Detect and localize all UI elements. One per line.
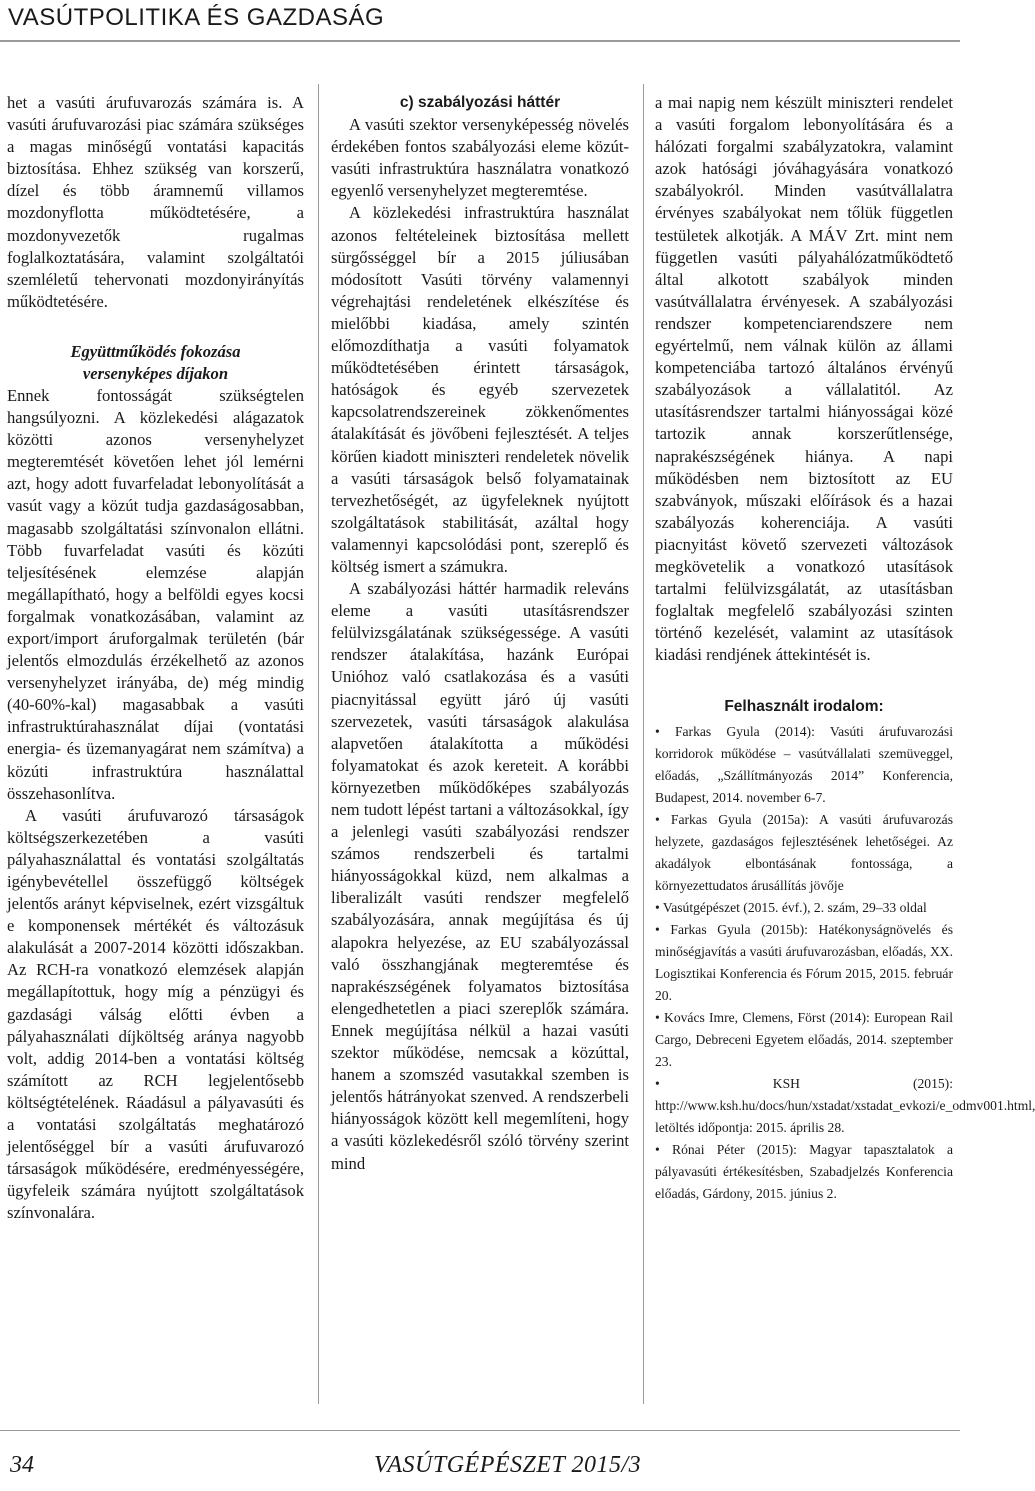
reference-item: • Kovács Imre, Clemens, Först (2014): European Rail Cargo, Debreceni Egyetem előadás, 2014. szeptember 23. <box>655 1009 953 1069</box>
page-number: 34 <box>10 1452 34 1478</box>
footer-rule <box>0 1430 960 1431</box>
references-heading: Felhasznált irodalom: <box>724 698 884 716</box>
paragraph: A közlekedési infrastruktúra használat azonos feltételeinek biztosítása mellett sürgősséggel bír a 2015 júliusában módosított Vasúti törvény valamennyi végrehajtási rendeletének elkészítése és mielőbbi kiadása, amely szintén előmozdíthatja a vasúti folyamatok működtetésében érintett társaságok, hatóságok és egyéb szervezetek kapcsolatrendszereinek zökkenőmentes átalakítását és jövőbeni fejlesztését. A teljes körűen kiadott miniszteri rendeletek növelik a vasúti társaságok belső folyamatainak tervezhetőségét, az ügyfeleknek nyújtott szolgáltatások stabilitását, azáltal hogy valamennyi kapcsolódási pont, szereplő és költség ismert a számukra. <box>331 203 629 576</box>
column-divider-1 <box>318 84 319 1404</box>
header-rule <box>0 40 960 42</box>
column-divider-2 <box>643 84 644 1404</box>
subheading <box>7 341 304 385</box>
paragraph: Ennek fontosságát szükségtelen hangsúlyozni. A közlekedési alágazatok közötti azonos versenyhelyzet megteremtését követően lehet jól lemérni azt, hogy adott fuvarfeladat lebonyolítását a vasút vagy a közút tudja gazdaságosabban, magasabb szolgáltatási színvonalon ellátni. Több fuvarfeladat vasúti és közúti teljesítésének elemzése alapján megállapítható, hogy a belföldi egyes kocsi forgalmak vonatkozásában, valamint az export/import áruforgalmak területén (bár jelentős elmozdulás érzékelhető az azonos versenyhelyzet irányába, de) még mindig (40-60%-kal) magasabbak a vasúti infrastruktúrahasználat díjai (vontatási energia- és üzemanyagárat nem számítva) a közúti infrastruktúra használattal összehasonlítva. <box>7 385 304 803</box>
section-heading: c) szabályozási háttér <box>399 94 561 111</box>
reference-item: • Vasútgépészet (2015. évf.), 2. szám, 29–33 oldal <box>655 899 927 915</box>
column-1 <box>7 92 304 1225</box>
column-3 <box>655 92 1035 1205</box>
paragraph: A szabályozási háttér harmadik releváns eleme a vasúti utasításrendszer felülvizsgálatának szükségessége. A vasúti rendszer átalakítása, hazánk Európai Unióhoz való csatlakozása és a vasúti piacnyitással együtt járó új vasúti szervezetek, vasúti társaságok alakulása alapvetően átalakította a működési folyamatokat és azok kereteit. A korábbi környezetben működőképes szabályozás nem tudott lépést tartani a változásokkal, így a jelenlegi vasúti szabályozási rendszer számos rendszerbeli és tartalmi hiányosságokkal küzd, nem alkalmas a liberalizált vasúti rendszer megfelelő szabályozására, annak megújítása és új alapokra helyezése, az EU szabályozással való összhangjának megteremtése és naprakészségének folyamatos biztosítása elengedhetetlen a piaci szereplők számára. Ennek megújítása nélkül a hazai vasúti szektor működése, nemcsak a közúttal, hanem a szomszéd vasutakkal szemben is jelentős hátrányokat szenved. A rendszerbeli hiányosságok között kell megemlíteni, hogy a vasúti közlekedésről szóló törvény szerint mind <box>331 579 629 1173</box>
subheading-line-2: versenyképes díjakon <box>82 363 229 383</box>
reference-item: • Farkas Gyula (2014): Vasúti árufuvarozási korridorok működése – vasútvállalati szemüveggel, előadás, „Szállítmányozás 2014” Konferencia, Budapest, 2014. november 6-7. <box>655 723 953 805</box>
page-header <box>0 0 960 42</box>
reference-item: • KSH (2015): http://www.ksh.hu/docs/hun/xstadat/xstadat_evkozi/e_odmv001.html, letöltés időpontja: 2015. április 28. <box>655 1075 1035 1135</box>
subheading-line-1: Együttműködés fokozása <box>70 341 241 361</box>
paragraph: A vasúti szektor versenyképesség növelés érdekében fontos szabályozási eleme közút-vasúti infrastruktúra használatra vonatkozó egyenlő versenyhelyzet megteremtése. <box>331 115 629 201</box>
paragraph: A vasúti árufuvarozó társaságok költségszerkezetében a vasúti pályahasználattal és vontatási szolgáltatás igénybevétellel összefüggő költségek jelentős arányt képviselnek, ezért vizsgáltuk e komponensek mértékét és változásuk alakulását a 2007-2014 közötti időszakban. Az RCH-ra vonatkozó elemzések alapján megállapítottuk, hogy míg a pénzügyi és gazdasági válság előtti évben a pályahasználati díjköltség aránya nagyobb volt, addig 2014-ben a vontatási költség számított az RCH legjelentősebb költségtételének. Ráadásul a pályavasúti és a vontatási szolgáltatás meghatározó jelentőséggel bír a vasúti árufuvarozó társaságok működésére, eredményességére, ügyfeleik számára nyújtott szolgáltatások színvonalára. <box>7 805 304 1223</box>
reference-item: • Rónai Péter (2015): Magyar tapasztalatok a pályavasúti értékesítésben, Szabadjelzés Konferencia előadás, Gárdony, 2015. június 2. <box>655 1141 953 1201</box>
column-2 <box>331 92 629 1175</box>
page-footer <box>0 1430 960 1491</box>
paragraph: a mai napig nem készült miniszteri rendelet a vasúti forgalom lebonyolítására és a hálózati forgalmi szabályzatokra, valamint azok hatósági jóváhagyására vonatkozó szabályokról. Minden vasútvállalatra érvényes szabályokat nem tőlük független testületek alkotják. A MÁV Zrt. mint nem független vasúti pályahálózatműködtető által alkotott szabályok minden vasútvállalatra érvényesek. A szabályozási rendszer kompetenciarendszere nem egyértelmű, nem válnak külön az állami kompetenciába tartozó általános érvényű szabályozások a vállalatitól. Az utasításrendszer tartalmi hiányosságai közé tartozik annak korszerűtlensége, naprakészségének hiánya. A napi működésben nem biztosított az EU szabványok, műszaki előírások és a hazai szabályozás koherenciája. A vasúti piacnyitást követő szervezeti változások megkövetelik a vonatkozó utasítások tartalmi felülvizsgálatát, az utasításban foglaltak megfelelő szabályozási szinten történő kezelését, valamint az utasítások kiadási rendjének áttekintését is. <box>655 93 953 665</box>
paragraph: het a vasúti árufuvarozás számára is. A vasúti árufuvarozási piac számára szükséges a magas minőségű vontatási kapacitás biztosítása. Ehhez szükség van korszerű, dízel és több áramnemű villamos mozdonyflotta működtetésére, a mozdonyvezetők rugalmas foglalkoztatására, valamint szolgáltatói szemléletű tehervonati mozdonyirányítás működtetésére. <box>7 93 304 311</box>
section-title: VASÚTPOLITIKA ÉS GAZDASÁG <box>8 4 385 31</box>
reference-list <box>655 721 1035 1205</box>
reference-item: • Farkas Gyula (2015b): Hatékonyságnövelés és minőségjavítás a vasúti árufuvarozásban, előadás, XX. Logisztikai Konferencia és Fórum 2015, 2015. február 20. <box>655 921 953 1003</box>
reference-item: • Farkas Gyula (2015a): A vasúti árufuvarozás helyzete, gazdaságos fejlesztésének lehetőségei. Az akadályok elbontásának fontossága, a környezettudatos árusállítás jövője <box>655 811 953 893</box>
journal-name: VASÚTGÉPÉSZET 2015/3 <box>374 1452 642 1478</box>
